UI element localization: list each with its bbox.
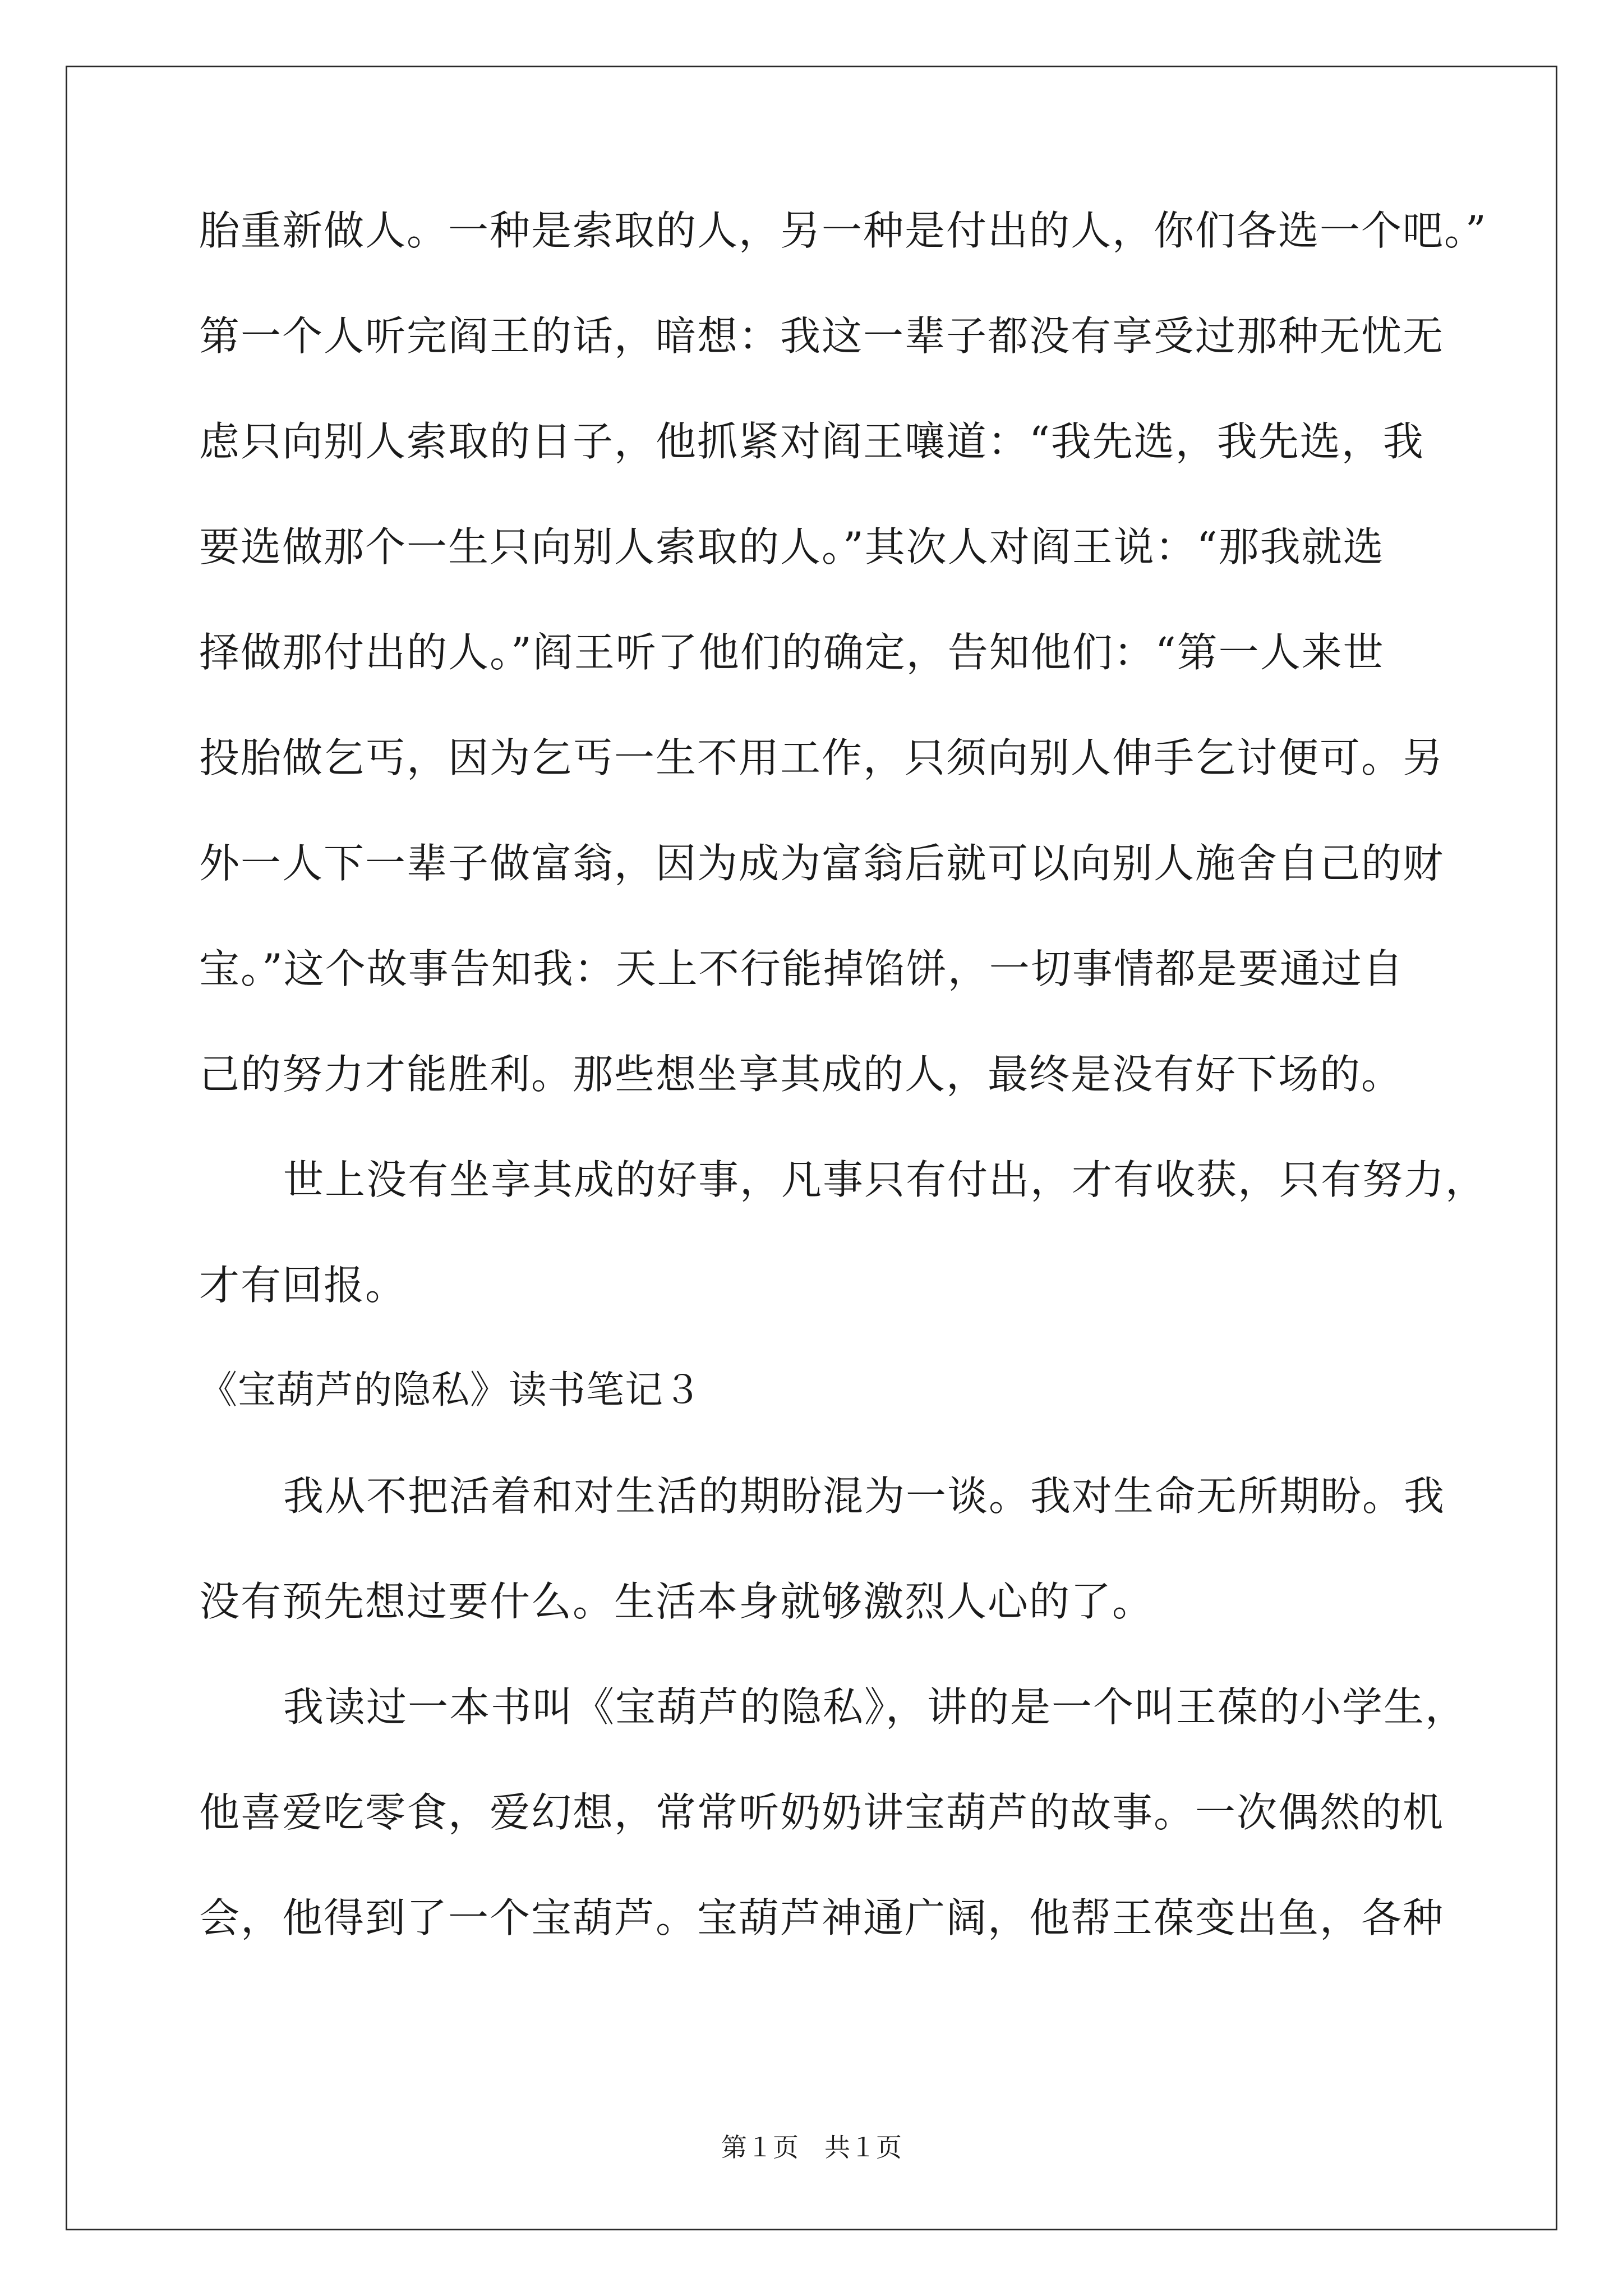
text-line: 没有预先想过要什么。生活本身就够激烈人心的了。 (199, 1578, 1154, 1625)
text-line: 宝。”这个故事告知我：天上不行能掉馅饼，一切事情都是要通过自 (199, 945, 1404, 992)
text-line: 要选做那个一生只向别人索取的人。”其次人对阎王说：“那我就选 (199, 523, 1385, 570)
text-line: 我读过一本书叫《宝葫芦的隐私》，讲的是一个叫王葆的小学生， (283, 1683, 1467, 1731)
text-line: 会，他得到了一个宝葫芦。宝葫芦神通广阔，他帮王葆变出鱼，各种 (199, 1894, 1445, 1941)
text-line: 第一个人听完阎王的话，暗想：我这一辈子都没有享受过那种无忧无 (199, 312, 1445, 360)
page-footer: 第１页 共１页 (721, 2132, 902, 2162)
text-line: 我从不把活着和对生活的期盼混为一谈。我对生命无所期盼。我 (283, 1473, 1446, 1520)
text-line: 投胎做乞丐，因为乞丐一生不用工作，只须向别人伸手乞讨便可。另 (199, 734, 1445, 781)
text-line: 才有回报。 (199, 1262, 407, 1309)
text-line: 他喜爱吃零食，爱幻想，常常听奶奶讲宝葫芦的故事。一次偶然的机 (199, 1789, 1445, 1836)
text-line: 虑只向别人索取的日子，他抓紧对阎王嚷道：“我先选，我先选，我 (199, 418, 1424, 465)
section-heading: 《宝葫芦的隐私》读书笔记３ (199, 1368, 703, 1412)
text-line: 胎重新做人。一种是索取的人，另一种是付出的人，你们各选一个吧。” (199, 207, 1487, 254)
text-line: 外一人下一辈子做富翁，因为成为富翁后就可以向别人施舍自己的财 (199, 840, 1445, 887)
document-body (199, 197, 1487, 1990)
text-line: 世上没有坐享其成的好事，凡事只有付出，才有收获，只有努力， (283, 1156, 1487, 1203)
text-line: 己的努力才能胜利。那些想坐享其成的人，最终是没有好下场的。 (199, 1051, 1403, 1098)
text-line: 择做那付出的人。”阎王听了他们的确定，告知他们：“第一人来世 (199, 629, 1385, 676)
